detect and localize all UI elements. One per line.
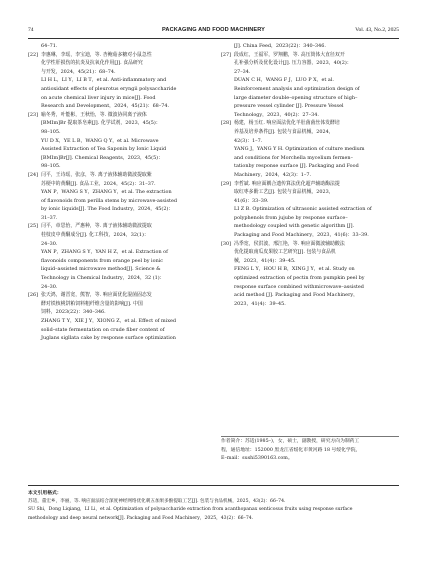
reference-line bbox=[28, 188, 204, 197]
reference-line bbox=[28, 154, 204, 163]
reference-text: 张天鸿，谢晋宽，熊智，等. 响应面优化混菌固态发 bbox=[41, 292, 152, 299]
reference-text: Packaging and Food Machinery，2023，41(6)：33–39. bbox=[234, 232, 369, 239]
reference-text: 段成红，王福军，罗翔鹏，等. 高压筒体大直径双开 bbox=[234, 51, 345, 58]
author-note bbox=[221, 438, 401, 464]
reference-text: 化学性肝损伤的抗炎及抗氧化作用[J]. 食品研究 bbox=[41, 60, 143, 67]
citation-rule bbox=[28, 485, 399, 486]
reference-text: YAN P，WANG S Y，ZHANG Y，et al. The extraction bbox=[41, 189, 172, 196]
citation-line: SU Shi，Dong Liqiang，LI Li，et al. Optimization of polysaccharide extraction from acanthopanax senticosus fruits using response surface bbox=[28, 507, 353, 513]
reference-text: antioxidant effects of pleurotus eryngii polysaccharide bbox=[41, 85, 177, 92]
author-note-line: 作者简介：苏适(1985–)，女，硕士，副教授，研究方向为制药工 bbox=[221, 439, 360, 444]
reference-text: 24–30. bbox=[41, 283, 58, 290]
reference-line bbox=[28, 180, 204, 189]
reference-text: on acute chemical liver injury in mice[J]. Food bbox=[41, 94, 156, 101]
reference-line bbox=[28, 274, 204, 283]
reference-number: [22] bbox=[28, 51, 39, 58]
reference-line bbox=[221, 51, 399, 60]
reference-text: YU D X，YE L B，WANG Q Y，et al. Microwave bbox=[41, 137, 159, 144]
reference-text: optimized extraction of pectin from pumpkin peel by bbox=[234, 275, 365, 282]
reference-line bbox=[28, 222, 204, 231]
reference-number: [24] bbox=[28, 171, 39, 178]
reference-line bbox=[221, 283, 399, 292]
reference-number: [29] bbox=[221, 180, 232, 187]
reference-line bbox=[28, 137, 204, 146]
reference-line bbox=[221, 145, 399, 154]
reference-text: DUAN C H，WANG F J，LUO P X，et al. bbox=[234, 77, 334, 84]
reference-text: tationby response surface [J]. Packaging and Food bbox=[234, 163, 359, 170]
page-number: 74 bbox=[28, 27, 34, 33]
reference-line bbox=[28, 145, 204, 154]
reference-line bbox=[28, 94, 204, 103]
volume-info: Vol. 43, No.2, 2025 bbox=[355, 27, 399, 33]
reference-line bbox=[221, 42, 399, 51]
reference-text: 24–30. bbox=[41, 240, 58, 247]
reference-line bbox=[28, 171, 204, 180]
reference-text: 桂枝皮中黄酮成分[J]. 化工科技，2024，32(1)： bbox=[41, 232, 149, 239]
reference-line bbox=[221, 188, 399, 197]
reference-text: 酵对铁核桃饼粕饲料粗纤维含量的影响[J]. 中国 bbox=[41, 300, 143, 307]
reference-text: large diameter double–opening structure of high– bbox=[234, 94, 358, 101]
reference-line bbox=[28, 197, 204, 206]
reference-line bbox=[221, 291, 399, 300]
reference-text: 41(6)：33–39. bbox=[234, 197, 269, 204]
reference-text: 李哲斌. 响应面耦合遗传算法优化超声辅助酶法提 bbox=[234, 180, 340, 187]
reference-text: acid method [J]. Packaging and Food Machinery， bbox=[234, 292, 359, 299]
reference-text: LI H L，LI Y，LI B T，et al. Anti-inflammatory and bbox=[41, 77, 167, 84]
reference-text: of flavonoids from perilla stems by microwave-assisted bbox=[41, 197, 178, 204]
reference-line bbox=[221, 205, 399, 214]
reference-text: [BMIm]Br 提取茶皂素[J]. 化学试剂，2023，45(5)： bbox=[41, 120, 161, 127]
reference-line bbox=[28, 42, 204, 51]
reference-text: 孔补强分析及优化设计[J]. 压力容器，2023，40(2)： bbox=[234, 60, 352, 67]
reference-line bbox=[28, 265, 204, 274]
reference-line bbox=[28, 283, 204, 292]
reference-text: YAN P，ZHANG S Y，YAN H Z，et al. Extraction of bbox=[41, 249, 168, 256]
reference-line bbox=[28, 51, 204, 60]
reference-text: Reinforcement analysis and optimization design of bbox=[234, 85, 360, 92]
reference-text: Assisted Extraction of Tea Saponin by Ionic Liquid bbox=[41, 146, 167, 153]
reference-line bbox=[221, 257, 399, 266]
reference-text: 2023，41(4)：39–45. bbox=[234, 300, 286, 307]
reference-text: Technology，2023，40(2)：27–34. bbox=[234, 111, 319, 118]
reference-line bbox=[221, 102, 399, 111]
reference-text: 闫平，章思怡，严惠种，等. 离子液体辅助微波提取 bbox=[41, 223, 152, 230]
reference-text: flavonoids components from orange peel by ionic bbox=[41, 257, 164, 264]
reference-line bbox=[28, 76, 204, 85]
reference-text: 杨建，杨玉红. 响应面法优化羊肚菌菌丝体发酵培 bbox=[234, 120, 340, 127]
reference-line bbox=[28, 248, 204, 257]
reference-text: 饲料，2023(22)：340–346. bbox=[41, 309, 106, 316]
reference-text: ZHANG T Y，XIE J Y，XIONG Z，et al. Effect of mixed bbox=[41, 318, 176, 324]
reference-text: 98–105. bbox=[41, 128, 61, 135]
reference-line bbox=[28, 68, 204, 77]
reference-line bbox=[221, 274, 399, 283]
reference-text: pressure vessel cylinder [J]. Pressure Vessel bbox=[234, 103, 344, 110]
reference-number: [30] bbox=[221, 240, 232, 247]
header-rule bbox=[28, 38, 399, 39]
reference-text: solid–state fermentation on crude fiber content of bbox=[41, 326, 165, 333]
reference-line bbox=[221, 76, 399, 85]
reference-line bbox=[28, 59, 204, 68]
reference-text: methodology coupled with genetic algorithm [J]. bbox=[234, 223, 355, 230]
reference-line bbox=[221, 222, 399, 231]
reference-line bbox=[28, 214, 204, 223]
reference-line bbox=[28, 326, 204, 335]
reference-text: Research and Development，2024，45(21)：68–74. bbox=[41, 103, 170, 110]
reference-number: [25] bbox=[28, 223, 39, 230]
reference-line bbox=[221, 162, 399, 171]
reference-text: 冯季宽，侯洪波，邢江艳，等. 响应面微波辅助酸法 bbox=[234, 240, 345, 247]
reference-text: LI Z B. Optimization of ultrasonic assisted extraction of bbox=[234, 206, 372, 213]
reference-text: 取红枣多酚工艺[J]. 包装与食品机械，2023， bbox=[234, 189, 334, 196]
reference-text: 喻冬秀，叶能彬，王秋怡，等. 微波协同离子液体 bbox=[41, 111, 147, 118]
reference-text: Machinery，2024，42(3)：1–7. bbox=[234, 171, 312, 178]
citation-line: 苏适，董宏乡，李丽，等. 响应面法结合深度神经网络优化刺五加果多酚提取工艺[J]. 包装与食品机械，2025，43(2)：66–74. bbox=[28, 499, 286, 505]
reference-line bbox=[221, 85, 399, 94]
author-note-line: 程，通信地址：152000 黑龙江省绥化市黄河路 18 号绥化学院， bbox=[221, 447, 361, 453]
reference-text: and conditions for Morchella mycelium fermen– bbox=[234, 154, 353, 161]
author-note-line: E–mail：sushi5390163.com。 bbox=[221, 456, 293, 462]
reference-number: [26] bbox=[28, 292, 39, 299]
reference-line bbox=[28, 85, 204, 94]
reference-text: 闫平，王诗瑶，张彦，等. 离子液体辅助微波提取紫 bbox=[41, 171, 152, 178]
right-reference-column bbox=[221, 42, 399, 308]
reference-line bbox=[221, 265, 399, 274]
reference-line bbox=[221, 197, 399, 206]
reference-number: [23] bbox=[28, 111, 39, 118]
reference-line bbox=[221, 248, 399, 257]
reference-line bbox=[221, 128, 399, 137]
reference-line bbox=[221, 300, 399, 309]
reference-line bbox=[221, 180, 399, 189]
reference-line bbox=[221, 231, 399, 240]
reference-line bbox=[28, 308, 204, 317]
reference-line bbox=[28, 240, 204, 249]
reference-line bbox=[221, 68, 399, 77]
reference-line bbox=[221, 137, 399, 146]
reference-text: 苏梗中的黄酮[J]. 食品工业，2024，45(2)：31–37. bbox=[41, 180, 156, 187]
reference-line bbox=[28, 334, 204, 343]
reference-text: liquid–assisted microwave method[J]. Science & bbox=[41, 266, 161, 273]
reference-line bbox=[28, 119, 204, 128]
reference-text: 27–34. bbox=[234, 68, 251, 75]
left-reference-column bbox=[28, 42, 204, 343]
reference-line bbox=[28, 317, 204, 326]
reference-line bbox=[28, 257, 204, 266]
reference-text: 李惠琳，李瑶，李宝迪，等. 杏鲍菇多糖对小鼠急性 bbox=[41, 51, 152, 58]
citation-block bbox=[28, 490, 399, 523]
reference-line bbox=[221, 59, 399, 68]
reference-line bbox=[28, 205, 204, 214]
reference-line bbox=[221, 154, 399, 163]
citation-line: methodology and deep neural network[J]. Packaging and Food Machinery，2025，43(2)：66–74. bbox=[28, 515, 254, 521]
reference-number: [28] bbox=[221, 120, 232, 127]
reference-line bbox=[28, 162, 204, 171]
reference-text: 与开发，2024，45(21)：68–74. bbox=[41, 68, 116, 75]
reference-line bbox=[221, 171, 399, 180]
reference-line bbox=[221, 94, 399, 103]
reference-line bbox=[28, 111, 204, 120]
reference-text: 42(3)：1–7. bbox=[234, 137, 263, 144]
reference-text: [J]. China Feed，2023(22)：340–346. bbox=[234, 43, 326, 49]
reference-text: 械，2023，41(4)：39–45. bbox=[234, 257, 296, 264]
citation-title: 本文引用格式： bbox=[28, 491, 62, 496]
reference-text: [BMIm]Br[J]. Chemical Reagents，2023，45(5)： bbox=[41, 154, 163, 161]
reference-line bbox=[221, 240, 399, 249]
reference-line bbox=[28, 291, 204, 300]
page-header bbox=[28, 24, 399, 36]
reference-line bbox=[28, 102, 204, 111]
reference-text: 优化提取南瓜皮果胶工艺研究[J]. 包装与食品机 bbox=[234, 249, 336, 256]
reference-text: response surface combined withmicrowave–assisted bbox=[234, 283, 364, 290]
reference-line bbox=[221, 111, 399, 120]
reference-line bbox=[28, 300, 204, 309]
reference-text: by ionic liquids[J]. The Food Industry，2024，45(2)： bbox=[41, 206, 174, 213]
reference-text: YANG J，YANG Y H. Optimization of culture medium bbox=[234, 146, 365, 153]
reference-line bbox=[221, 214, 399, 223]
reference-text: 养基及培养条件[J]. 包装与食品机械，2024， bbox=[234, 128, 334, 135]
journal-title: PACKAGING AND FOOD MACHINERY bbox=[162, 27, 265, 33]
reference-line bbox=[28, 231, 204, 240]
reference-text: polyphenols from jujube by response surface– bbox=[234, 214, 348, 221]
reference-text: 31–37. bbox=[41, 214, 58, 221]
reference-text: FENG L Y，HOU H B，XING J Y，et al. Study on bbox=[234, 266, 355, 273]
reference-line bbox=[28, 128, 204, 137]
reference-text: 64–71. bbox=[41, 43, 58, 49]
reference-text: Technology in Chemical Industry，2024，32 (1)： bbox=[41, 275, 165, 282]
author-note-rule bbox=[221, 436, 399, 437]
reference-line bbox=[221, 119, 399, 128]
reference-text: 98–105. bbox=[41, 163, 61, 170]
reference-text: Juglans sigllata cake by response surface optimization bbox=[41, 335, 176, 342]
reference-number: [27] bbox=[221, 51, 232, 58]
